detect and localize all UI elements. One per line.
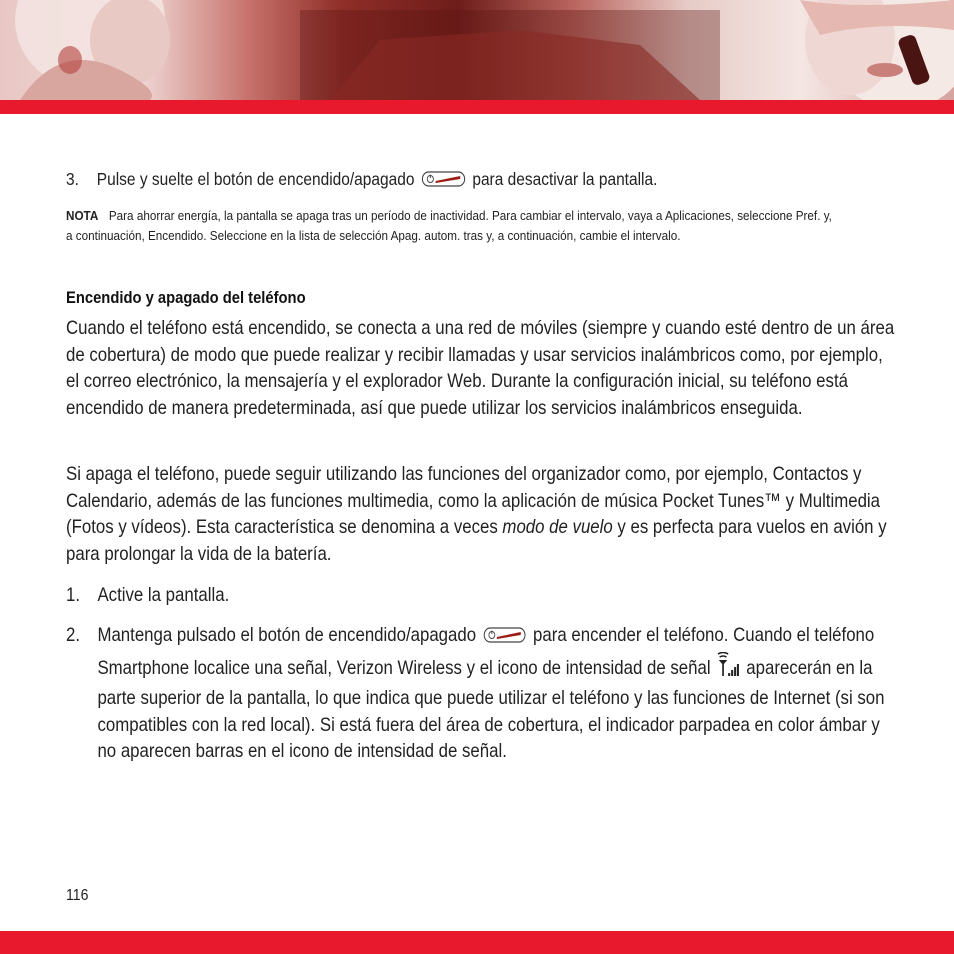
list-text: [97, 622, 894, 765]
list-text: Active la pantalla.: [97, 584, 230, 606]
step-text-after: para desactivar la pantalla.: [472, 169, 658, 189]
power-button-icon: [483, 625, 526, 652]
paragraph-2-start: Si apaga el teléfono, puede seguir utilizando las funciones del organizador como, por ejemplo, Contactos y Calendario, además de las funciones multimedia, como la aplicación de música Pocket Tunes™ y Multimedia (Fotos y vídeos). Esta característica se denomina a veces: [66, 463, 881, 539]
header-red-band: [0, 100, 954, 114]
note-block: [66, 206, 840, 246]
power-button-icon: [421, 169, 465, 196]
list-number: 1.: [66, 584, 81, 606]
note-label: NOTA: [66, 208, 99, 223]
paragraph-2-end: y es perfecta para vuelos en avión y para prolongar la vida de la batería.: [66, 516, 887, 565]
list-number: 2.: [66, 624, 81, 646]
step-3: [66, 166, 657, 196]
step-number: 3.: [66, 169, 79, 189]
page-number: 116: [66, 887, 89, 904]
list-text-after-power: para encender el teléfono. Cuando el teléfono Smartphone localice una señal, Verizon Wireless y el icono de intensidad de señal: [97, 624, 875, 679]
note-text: Para ahorrar energía, la pantalla se apaga tras un período de inactividad. Para cambiar el intervalo, vaya a Aplicaciones, seleccione Pref. y, a continuación, Encendido. Seleccione en la lista de selección Apag. autom. tras y, a continuación, cambie el intervalo.: [66, 208, 832, 243]
footer-red-band: [0, 931, 954, 954]
list-text-after-signal: aparecerán en la parte superior de la pantalla, lo que indica que puede utilizar el teléfono y las funciones de Internet (si son compatibles con la red local). Si está fuera del área de cobertura, el indicador parpadea en color ámbar y no aparecen barras en el icono de intensidad de señal.: [97, 656, 885, 763]
header-photo-banner: [0, 0, 954, 100]
paragraph-2: [66, 461, 895, 567]
header-photo-illustration: [0, 0, 954, 100]
step-text-before: Pulse y suelte el botón de encendido/apagado: [96, 169, 415, 189]
list-text-before-power: Mantenga pulsado el botón de encendido/apagado: [97, 624, 477, 646]
signal-strength-icon: [715, 652, 739, 686]
paragraph-2-italic: modo de vuelo: [502, 516, 613, 539]
section-heading: Encendido y apagado del teléfono: [66, 288, 306, 307]
paragraph-1: Cuando el teléfono está encendido, se conecta a una red de móviles (siempre y cuando esté dentro de un área de cobertura) de modo que puede realizar y recibir llamadas y usar servicios inalámbricos como, por ejemplo, el correo electrónico, la mensajería y el explorador Web. Durante la configuración inicial, su teléfono está encendido de manera predeterminada, así que puede utilizar los servicios inalámbricos enseguida.: [66, 317, 895, 419]
list-item-1: [66, 582, 895, 609]
list-item-2: [66, 622, 895, 765]
